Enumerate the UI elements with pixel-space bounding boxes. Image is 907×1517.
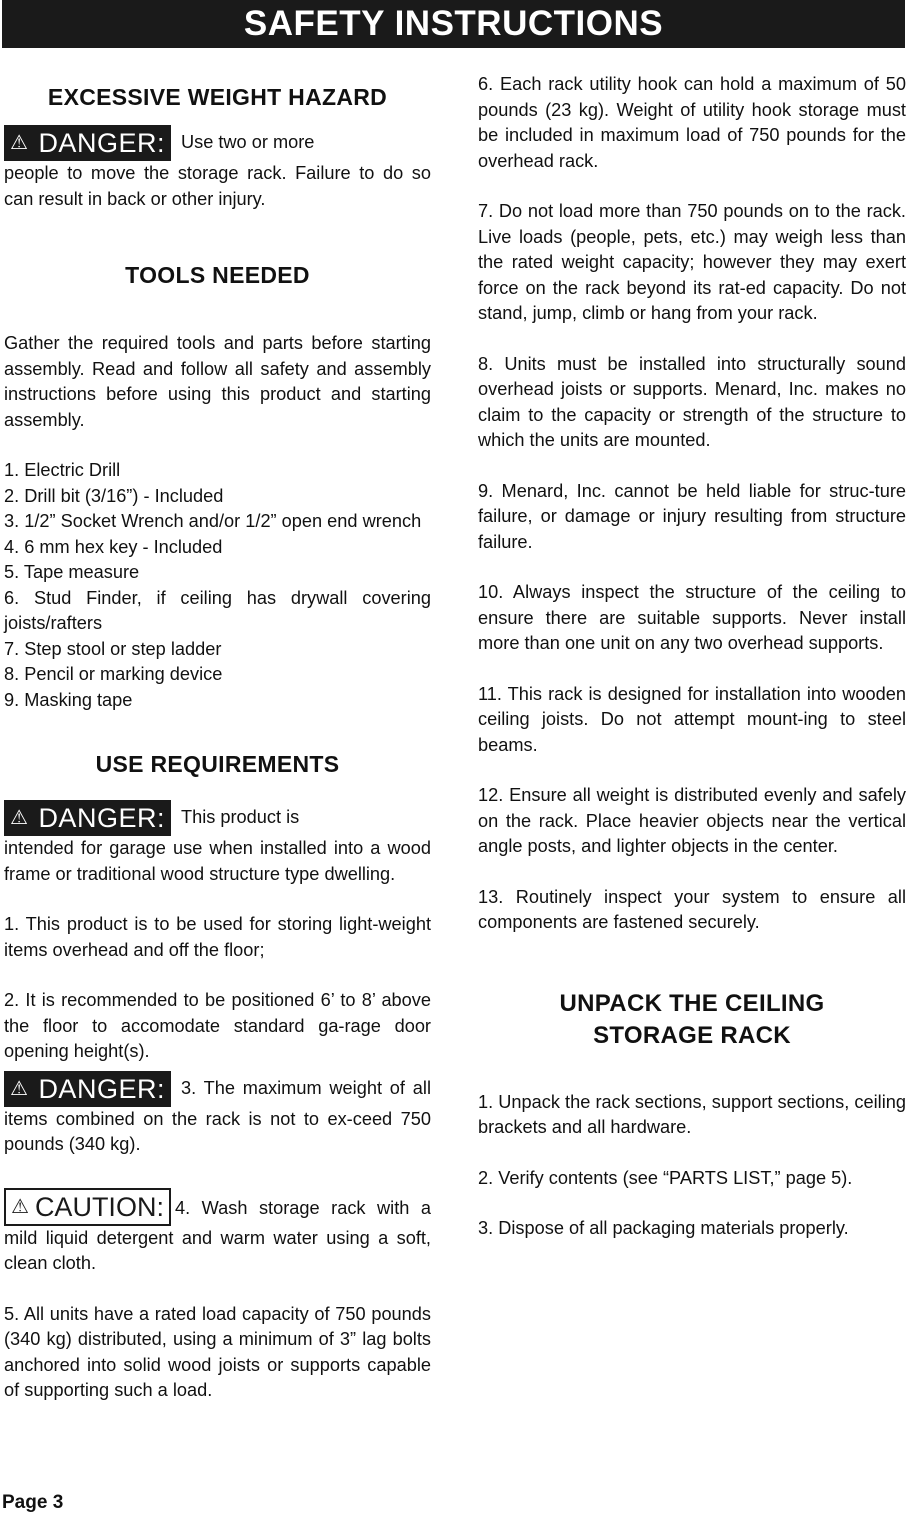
caution-badge: ⚠ CAUTION:	[4, 1188, 171, 1226]
list-item: 9. Masking tape	[4, 689, 133, 710]
list-item: 8. Pencil or marking device	[4, 664, 223, 684]
safety-item-7: 7. Do not load more than 750 pounds on to the rack. Live loads (people, pets, etc.) may weigh less than the rated weight capacity; however they may exert force on the rack beyond its rat-ed capacity. Do not stand, jump, climb or hang from your rack.	[478, 201, 906, 323]
safety-item-9: 9. Menard, Inc. cannot be held liable for struc-ture failure, or damage or injury resulting from structure failure.	[478, 480, 906, 552]
warning-triangle-icon: ⚠	[11, 1195, 29, 1218]
tools-list	[4, 458, 431, 713]
use-danger-paragraph: ⚠ DANGER: This product is intended for garage use when installed into a wood frame or traditional wood structure type dwelling.	[4, 800, 431, 887]
right-column	[478, 72, 906, 1242]
danger-badge: ⚠ DANGER:	[4, 1071, 171, 1107]
list-item: 7. Step stool or step ladder	[4, 638, 222, 659]
safety-item-8: 8. Units must be installed into structurally sound overhead joists or supports. Menard, Inc. makes no claim to the capacity or strength of the structure to which the units are mounted.	[478, 353, 906, 450]
list-item: 4. 6 mm hex key - Included	[4, 536, 223, 557]
danger-badge: ⚠ DANGER:	[4, 125, 171, 161]
left-column	[4, 84, 431, 1404]
use-item-4: ⚠ CAUTION: 4. Wash storage rack with a mild liquid detergent and warm water using a soft, clean cloth.	[4, 1188, 431, 1277]
tools-intro: Gather the required tools and parts before starting assembly. Read and follow all safety and assembly instructions before using this product and starting assembly.	[4, 333, 431, 430]
unpack-item-2: 2. Verify contents (see “PARTS LIST,” page 5).	[478, 1167, 853, 1188]
safety-item-12: 12. Ensure all weight is distributed evenly and safely on the rack. Place heavier objects near the vertical angle posts, and lighter objects in the center.	[478, 785, 906, 856]
warning-triangle-icon: ⚠	[10, 1077, 29, 1100]
safety-item-10: 10. Always inspect the structure of the ceiling to ensure there are suitable supports. Never install more than one unit on any two overhead supports.	[478, 582, 906, 653]
use-requirements-heading: USE REQUIREMENTS	[95, 751, 340, 777]
page-banner-title: SAFETY INSTRUCTIONS	[2, 0, 905, 48]
warning-triangle-icon: ⚠	[10, 807, 29, 829]
weight-hazard-heading: EXCESSIVE WEIGHT HAZARD	[47, 84, 388, 110]
tools-needed-heading: TOOLS NEEDED	[125, 262, 310, 288]
list-item: 2. Drill bit (3/16”) - Included	[4, 485, 224, 506]
unpack-heading: UNPACK THE CEILING STORAGE RACK	[559, 989, 825, 1049]
unpack-item-1: 1. Unpack the rack sections, support sections, ceiling brackets and all hardware.	[478, 1091, 906, 1137]
safety-item-6: 6. Each rack utility hook can hold a maximum of 50 pounds (23 kg). Weight of utility hook storage must be included in maximum load of 750 pounds for the overhead rack.	[478, 74, 906, 171]
danger-badge: ⚠ DANGER:	[4, 800, 171, 836]
list-item: 5. Tape measure	[4, 562, 140, 582]
list-item: 1. Electric Drill	[4, 460, 121, 480]
use-item-3: ⚠ DANGER: 3. The maximum weight of all items combined on the rack is not to ex-ceed 750 pounds (340 kg).	[4, 1071, 431, 1158]
list-item: 6. Stud Finder, if ceiling has drywall covering joists/rafters	[4, 587, 431, 633]
safety-item-11: 11. This rack is designed for installation into wooden ceiling joists. Do not attempt mount-ing to steel beams.	[478, 683, 906, 755]
safety-item-13: 13. Routinely inspect your system to ensure all components are fastened securely.	[478, 886, 906, 932]
page-number: Page 3	[2, 1492, 64, 1513]
unpack-item-3: 3. Dispose of all packaging materials properly.	[478, 1218, 849, 1238]
use-item-2: 2. It is recommended to be positioned 6’ to 8’ above the floor to accomodate standard ga-rage door opening height(s).	[4, 990, 431, 1061]
list-item: 3. 1/2” Socket Wrench and/or 1/2” open end wrench	[4, 511, 422, 531]
use-item-5: 5. All units have a rated load capacity of 750 pounds (340 kg) distributed, using a minimum of 3” lag bolts anchored into solid wood joists or supports capable of supporting such a load.	[4, 1303, 431, 1400]
weight-danger-paragraph: ⚠ DANGER: Use two or more people to move the storage rack. Failure to do so can result in back or other injury.	[4, 125, 431, 212]
warning-triangle-icon: ⚠	[10, 132, 29, 154]
use-item-1: 1. This product is to be used for storing light-weight items overhead and off the floor;	[4, 914, 431, 960]
